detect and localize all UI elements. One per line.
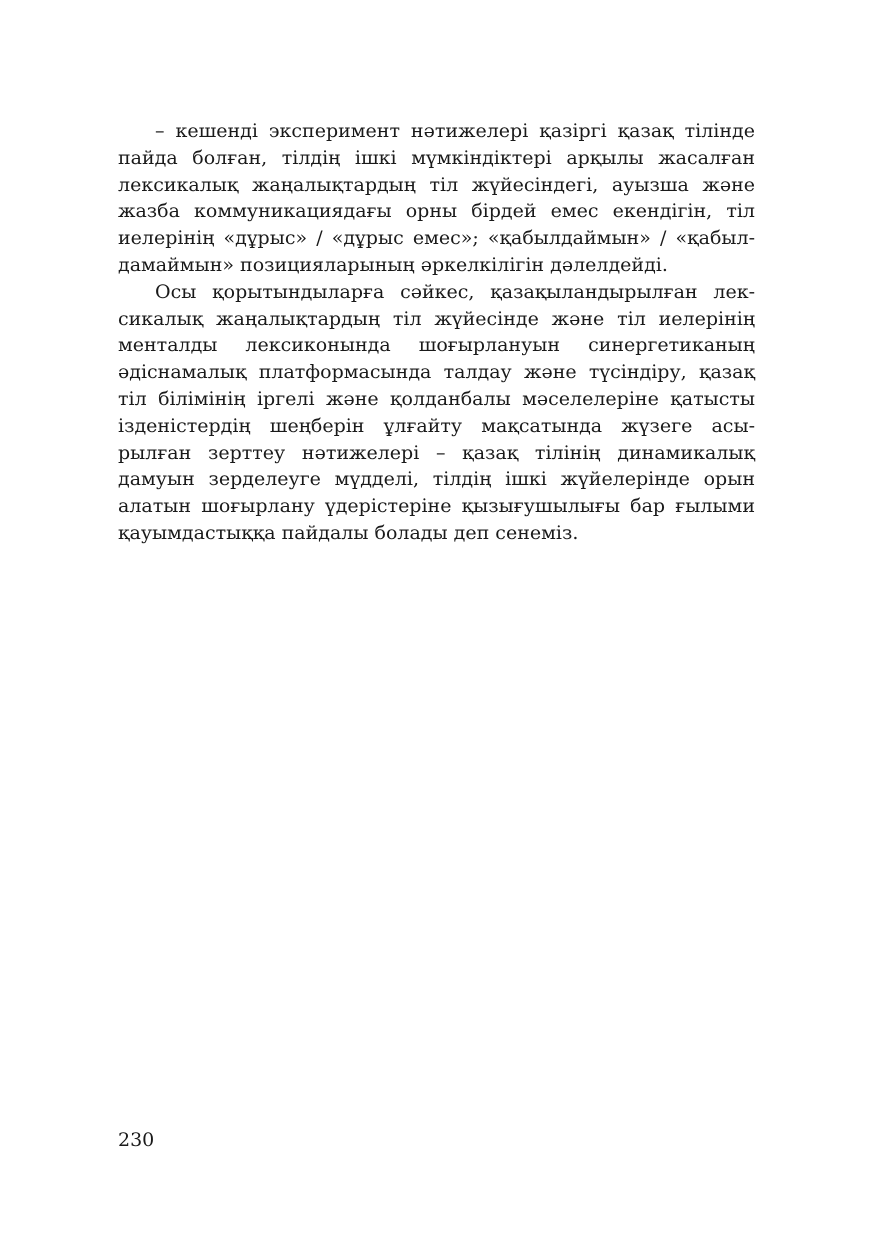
paragraph-summary: Осы қорытындыларға сәйкес, қазақыландырылған лексикалық жаңалықтардың тіл жүйесінде және тіл иелерінің менталды лексиконында шоғырлануын синергетиканың әдіснамалық платформасында талдау және түсіндіру, қазақ тіл білімінің іргелі және қолданбалы мәселелеріне қатысты ізденістердің шеңберін ұлғайту мақсатында жүзеге асырылған зерттеу нәтижелері – қазақ тілінің динамикалық дамуын зерделеуге мүдделі, тілдің ішкі жүйелерінде орын алатын шоғырлану үдерістеріне қызығушылығы бар ғылыми қауымдастыққа пайдалы болады деп сенеміз.: [118, 280, 755, 544]
page-number: 230: [118, 1129, 155, 1151]
paragraph-conclusion-item: – кешенді эксперимент нәтижелері қазіргі қазақ тілінде пайда болған, тілдің ішкі мүмкіндіктері арқылы жасалған лексикалық жаңалықтардың тіл жүйесіндегі, ауызша және жазба коммуникациядағы орны бірдей емес екендігін, тіл иелерінің «дұрыс» / «дұрыс емес»; «қабылдаймын» / «қабылдамаймын» позицияларының әркелкілігін дәлелдейді.: [118, 120, 755, 276]
body-text: [118, 118, 755, 547]
